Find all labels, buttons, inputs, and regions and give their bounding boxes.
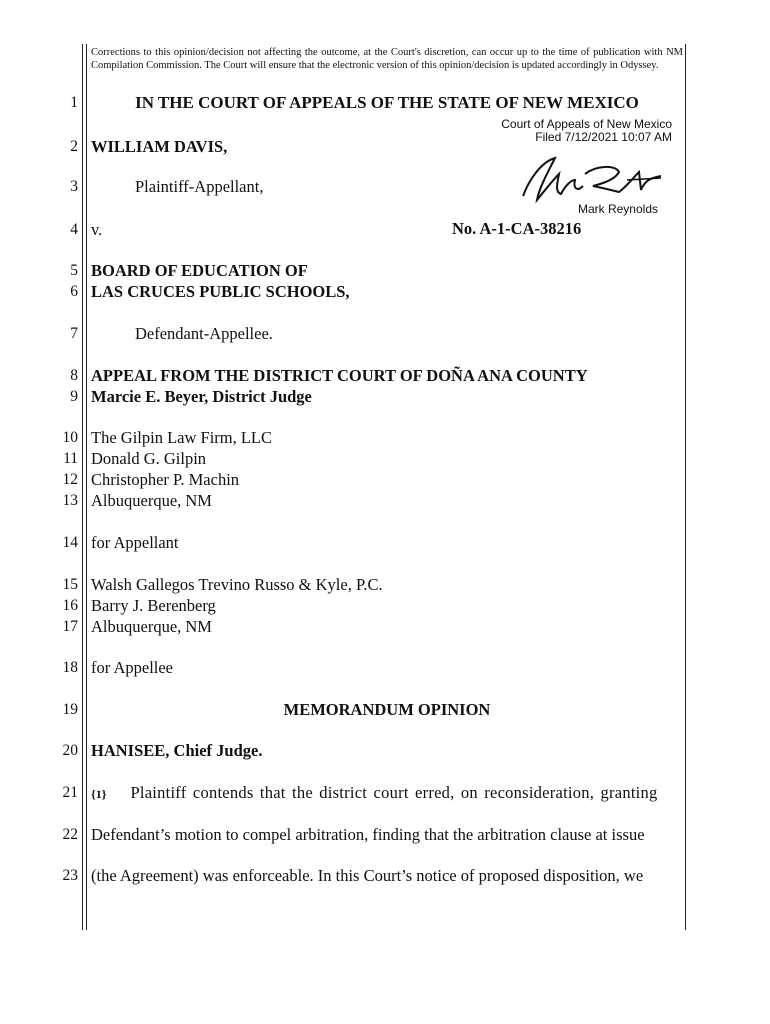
district-judge: Marcie E. Beyer, District Judge bbox=[91, 387, 312, 406]
versus: v. bbox=[91, 220, 103, 239]
case-number: No. A-1-CA-38216 bbox=[452, 219, 582, 238]
appellant-firm: The Gilpin Law Firm, LLC bbox=[91, 428, 273, 447]
court-title: IN THE COURT OF APPEALS OF THE STATE OF NEW MEXICO bbox=[135, 93, 639, 112]
line-number: 9 bbox=[70, 388, 78, 405]
line-number: 23 bbox=[62, 867, 78, 884]
plaintiff-role: Plaintiff-Appellant, bbox=[135, 177, 264, 196]
appellee-firm: Walsh Gallegos Trevino Russo & Kyle, P.C. bbox=[91, 575, 383, 594]
line-number: 7 bbox=[70, 325, 78, 342]
line-number: 10 bbox=[62, 429, 78, 446]
defendant-name-line1: BOARD OF EDUCATION OF bbox=[91, 261, 308, 280]
stamp-court: Court of Appeals of New Mexico bbox=[501, 117, 672, 131]
for-appellee: for Appellee bbox=[91, 658, 174, 677]
line-number: 18 bbox=[62, 659, 78, 676]
line-number: 2 bbox=[70, 138, 78, 155]
line-number: 21 bbox=[62, 784, 78, 801]
line-number: 20 bbox=[62, 742, 78, 759]
appellant-city: Albuquerque, NM bbox=[91, 491, 212, 510]
left-margin-rule-inner bbox=[86, 44, 87, 930]
line-number: 3 bbox=[70, 178, 78, 195]
filing-stamp bbox=[480, 118, 672, 144]
signer-name: Mark Reynolds bbox=[577, 202, 658, 216]
body-text: Plaintiff contends that the district court erred, on reconsideration, granting bbox=[130, 783, 658, 802]
line-number: 19 bbox=[62, 701, 78, 718]
line-number: 11 bbox=[63, 450, 78, 467]
signature-image bbox=[515, 150, 665, 208]
line-number: 16 bbox=[62, 597, 78, 614]
defendant-role: Defendant-Appellee. bbox=[135, 324, 273, 343]
stamp-filed-date: Filed 7/12/2021 10:07 AM bbox=[535, 130, 672, 144]
appellee-city: Albuquerque, NM bbox=[91, 617, 212, 636]
line-number: 6 bbox=[70, 283, 78, 300]
line-number: 15 bbox=[62, 576, 78, 593]
line-number: 1 bbox=[70, 94, 78, 111]
paragraph-number: {1} bbox=[91, 787, 107, 801]
body-line bbox=[91, 783, 683, 803]
opinion-heading: MEMORANDUM OPINION bbox=[283, 700, 491, 719]
right-margin-rule bbox=[685, 44, 686, 930]
line-number: 22 bbox=[62, 826, 78, 843]
for-appellant: for Appellant bbox=[91, 533, 179, 552]
line-number: 13 bbox=[62, 492, 78, 509]
line-number: 8 bbox=[70, 367, 78, 384]
plaintiff-name: WILLIAM DAVIS, bbox=[91, 137, 228, 156]
appellee-attorney: Barry J. Berenberg bbox=[91, 596, 216, 615]
appeal-heading: APPEAL FROM THE DISTRICT COURT OF DOÑA ANA COUNTY bbox=[91, 366, 588, 385]
appellant-attorney: Donald G. Gilpin bbox=[91, 449, 207, 468]
body-line: (the Agreement) was enforceable. In this Court’s notice of proposed disposition, we bbox=[91, 866, 644, 885]
left-margin-rule-outer bbox=[82, 44, 83, 930]
line-number: 12 bbox=[62, 471, 78, 488]
line-number: 14 bbox=[62, 534, 78, 551]
appellant-attorney: Christopher P. Machin bbox=[91, 470, 240, 489]
body-line: Defendant’s motion to compel arbitration, finding that the arbitration clause at issue bbox=[91, 825, 645, 844]
line-number: 5 bbox=[70, 262, 78, 279]
line-number: 4 bbox=[70, 221, 78, 238]
corrections-notice: Corrections to this opinion/decision not affecting the outcome, at the Court's discretion, can occur up to the time of publication with NM Compilation Commission. The Court will ensure that the electronic version of this opinion/decision is updated accordingly in Odyssey. bbox=[91, 47, 683, 71]
authoring-judge: HANISEE, Chief Judge. bbox=[91, 741, 263, 760]
line-number: 17 bbox=[62, 618, 78, 635]
defendant-name-line2: LAS CRUCES PUBLIC SCHOOLS, bbox=[91, 282, 350, 301]
